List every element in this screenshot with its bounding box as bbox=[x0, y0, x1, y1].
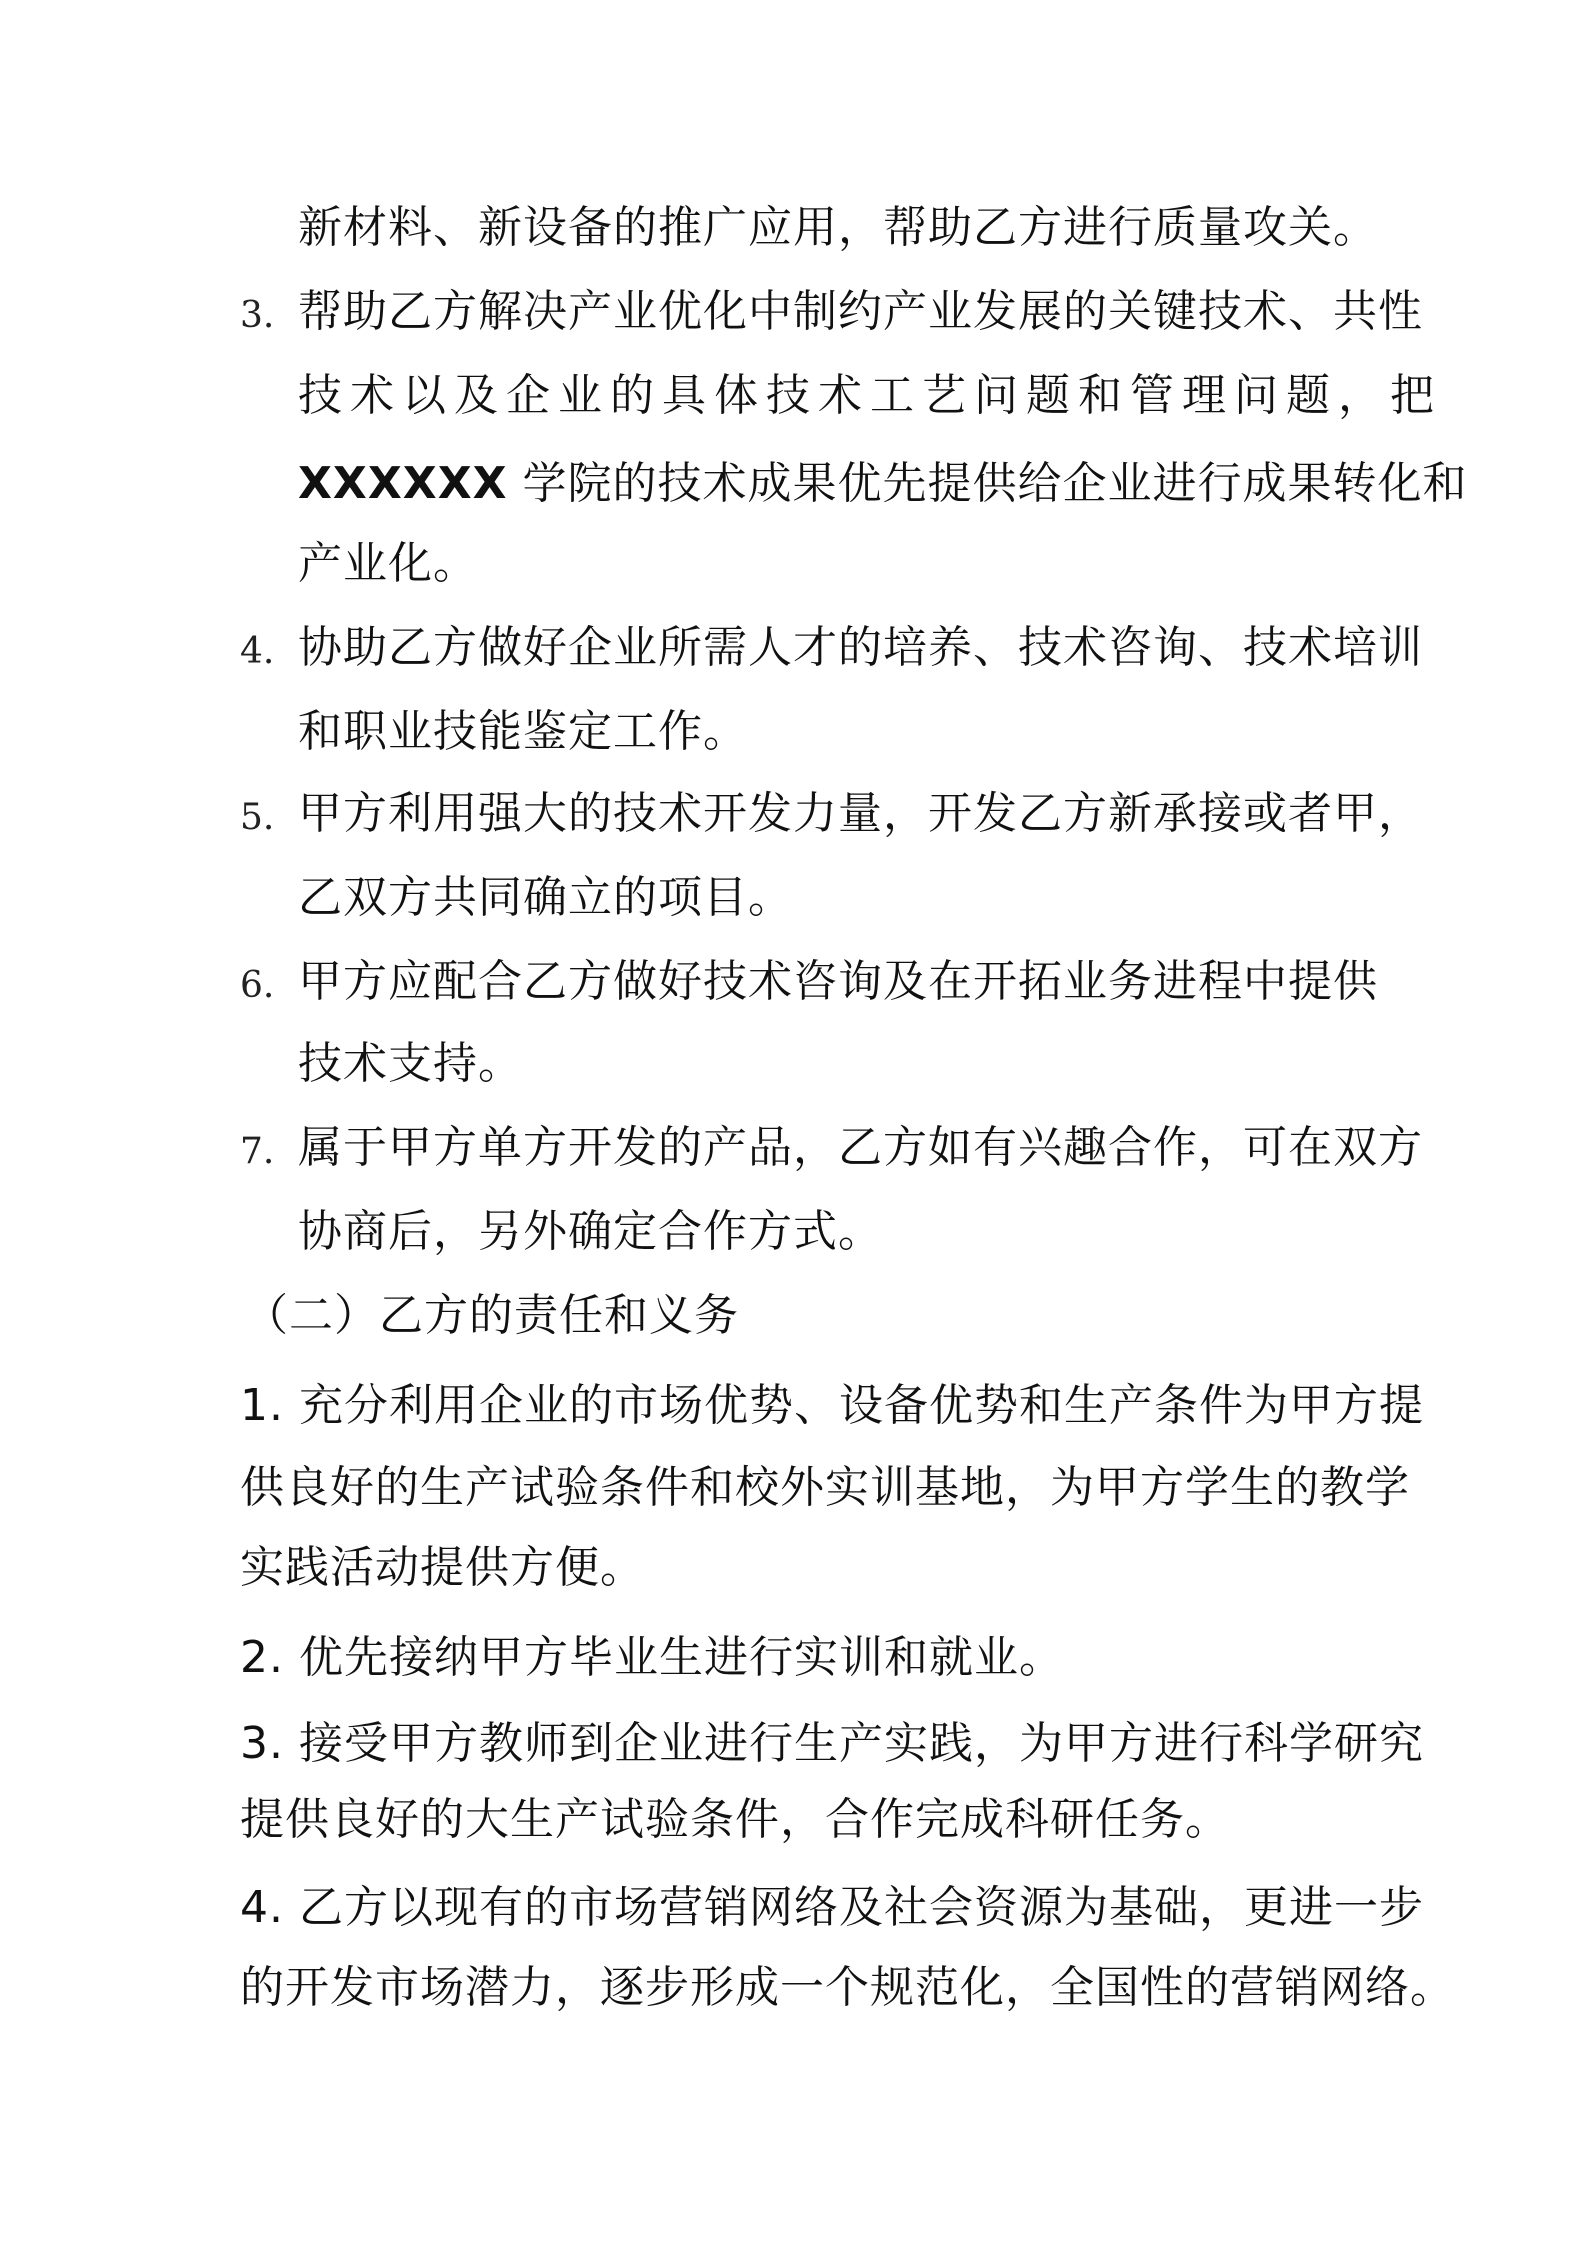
s2-item4-line2: 的开发市场潜力，逐步形成一个规范化，全国性的营销网络。 bbox=[240, 1962, 1455, 2013]
item3-number: 3. bbox=[240, 295, 275, 336]
item6-number: 6. bbox=[240, 965, 275, 1006]
item3-line1: 帮助乙方解决产业优化中制约产业发展的关键技术、共性 bbox=[298, 286, 1423, 337]
item5-number: 5. bbox=[240, 797, 275, 838]
item5-line1: 甲方利用强大的技术开发力量，开发乙方新承接或者甲， bbox=[298, 788, 1423, 839]
s2-item4-line1: 4. 乙方以现有的市场营销网络及社会资源为基础，更进一步 bbox=[240, 1882, 1424, 1933]
item4-number: 4. bbox=[240, 631, 275, 672]
item2-continuation: 新材料、新设备的推广应用，帮助乙方进行质量攻关。 bbox=[298, 202, 1378, 253]
s2-item1-line3: 实践活动提供方便。 bbox=[240, 1542, 645, 1593]
item7-number: 7. bbox=[240, 1131, 275, 1172]
s2-item1-line1: 1. 充分利用企业的市场优势、设备优势和生产条件为甲方提 bbox=[240, 1380, 1424, 1431]
item6-line2: 技术支持。 bbox=[298, 1038, 523, 1089]
item7-line1: 属于甲方单方开发的产品，乙方如有兴趣合作，可在双方 bbox=[298, 1122, 1423, 1173]
s2-item2-line1: 2. 优先接纳甲方毕业生进行实训和就业。 bbox=[240, 1632, 1064, 1683]
s2-item3-line2: 提供良好的大生产试验条件，合作完成科研任务。 bbox=[240, 1794, 1230, 1845]
item3-line2: 技术以及企业的具体技术工艺问题和管理问题，把 bbox=[298, 370, 1442, 421]
item6-line1: 甲方应配合乙方做好技术咨询及在开拓业务进程中提供 bbox=[298, 956, 1378, 1007]
s2-item3-line1: 3. 接受甲方教师到企业进行生产实践，为甲方进行科学研究 bbox=[240, 1718, 1424, 1769]
item3-line4: 产业化。 bbox=[298, 538, 478, 589]
college-name-placeholder: XXXXXX bbox=[298, 458, 508, 509]
section-two-heading: （二）乙方的责任和义务 bbox=[244, 1290, 739, 1341]
item3-line3-rest: 学院的技术成果优先提供给企业进行成果转化和 bbox=[507, 458, 1468, 509]
item4-line2: 和职业技能鉴定工作。 bbox=[298, 706, 748, 757]
item7-line2: 协商后，另外确定合作方式。 bbox=[298, 1206, 883, 1257]
item4-line1: 协助乙方做好企业所需人才的培养、技术咨询、技术培训 bbox=[298, 622, 1423, 673]
item3-line3 bbox=[298, 456, 1468, 512]
s2-item1-line2: 供良好的生产试验条件和校外实训基地，为甲方学生的教学 bbox=[240, 1462, 1410, 1513]
item5-line2: 乙双方共同确立的项目。 bbox=[298, 872, 793, 923]
